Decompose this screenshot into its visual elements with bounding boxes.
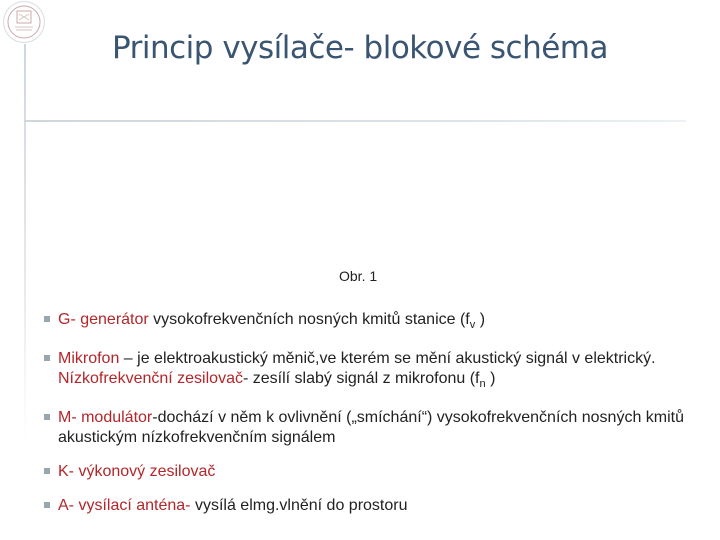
bullet-text: ) <box>475 311 486 328</box>
bullet-marker-icon <box>44 355 50 361</box>
term-antenna: A- vysílací anténa- <box>58 497 191 515</box>
bullet-text: -dochází v něm k ovlivnění („smíchání“) vysokofrekvenčních nosných kmitů akustickým nízkofrekvenčním signálem <box>58 409 685 447</box>
term-lf-amplifier: Nízkofrekvenční zesilovač <box>58 370 243 388</box>
term-modulator: M- modulátor <box>58 409 153 427</box>
slide-title: Princip vysílače- blokové schéma <box>111 30 608 66</box>
term-microphone: Mikrofon <box>58 350 120 368</box>
title-divider-line <box>24 120 686 122</box>
bullet-list <box>44 310 684 530</box>
term-power-amplifier: K- výkonový zesilovač <box>58 463 216 481</box>
bullet-item-power-amplifier <box>44 462 684 482</box>
bullet-item-antenna <box>44 496 684 516</box>
figure-caption: Obr. 1 <box>339 268 378 284</box>
bullet-item-modulator <box>44 408 684 448</box>
bullet-marker-icon <box>44 502 50 508</box>
bullet-text: vysokofrekvenčních nosných kmitů stanice (f <box>148 311 470 328</box>
bullet-marker-icon <box>44 414 50 420</box>
bullet-item-generator <box>44 310 684 335</box>
bullet-text: vysílá elmg.vlnění do prostoru <box>190 497 408 515</box>
bullet-marker-icon <box>44 316 50 322</box>
bullet-item-microphone <box>44 349 684 394</box>
bullet-text: - zesílí slabý signál z mikrofonu (f <box>242 370 480 388</box>
bullet-text: ) <box>485 370 496 388</box>
subscript: v <box>469 319 476 332</box>
term-generator: G- generátor <box>58 311 149 328</box>
bullet-marker-icon <box>44 468 50 474</box>
bullet-text: – je elektroakustický měnič,ve kterém se mění akustický signál v elektrický. <box>119 350 656 368</box>
subscript: n <box>479 378 486 391</box>
left-divider-line <box>24 44 26 444</box>
